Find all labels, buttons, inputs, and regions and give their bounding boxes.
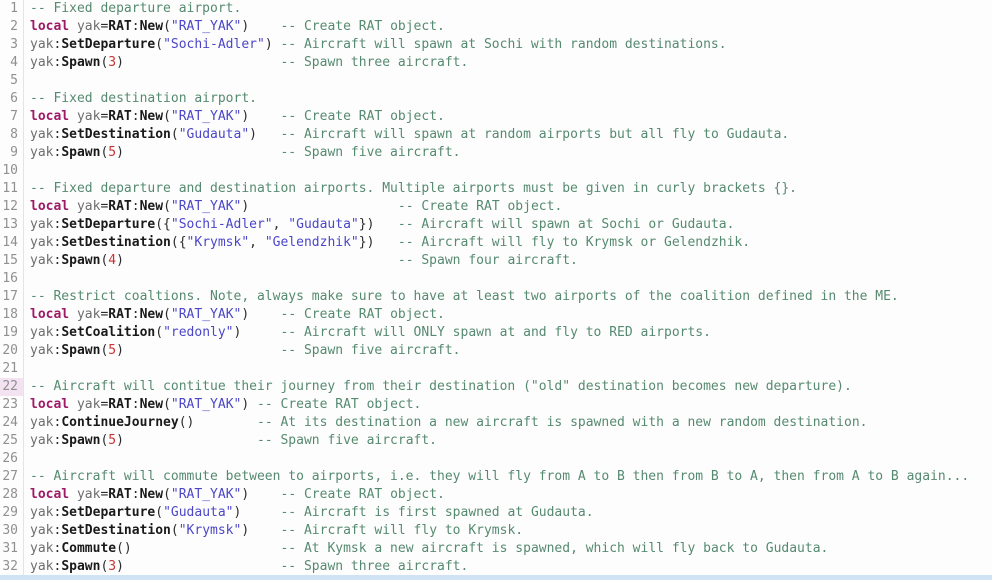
- token-pl: =: [100, 109, 109, 124]
- token-fn: Spawn: [61, 343, 101, 358]
- token-pl: [374, 217, 397, 232]
- token-nu: 5: [108, 433, 117, 448]
- line-number: 8: [0, 126, 24, 144]
- token-cm: -- Spawn five aircraft.: [280, 343, 461, 358]
- token-cl: RAT: [108, 109, 132, 124]
- token-pl: ): [249, 127, 257, 142]
- token-pl: [374, 235, 397, 250]
- code-line: [0, 18, 992, 36]
- token-pl: [69, 199, 77, 214]
- token-fn: SetDestination: [61, 235, 171, 250]
- code-text: [24, 540, 828, 558]
- code-text: [24, 144, 461, 162]
- token-pl: (: [100, 145, 109, 160]
- token-pl: ): [116, 559, 124, 574]
- code-line: [0, 234, 992, 252]
- line-number: 25: [0, 432, 24, 450]
- token-pl: (: [155, 505, 164, 520]
- token-st: "Gudauta": [178, 127, 250, 142]
- token-pl: [124, 55, 281, 70]
- line-number: 14: [0, 234, 24, 252]
- token-pl: :: [53, 55, 62, 70]
- code-text: [24, 396, 421, 414]
- code-text: [24, 504, 594, 522]
- token-pl: =: [100, 487, 109, 502]
- token-cm: -- Aircraft will ONLY spawn at and fly to RED airports.: [280, 325, 711, 340]
- code-line: [0, 486, 992, 504]
- token-st: "RAT_YAK": [170, 109, 242, 124]
- token-cl: RAT: [108, 397, 132, 412]
- line-number: 11: [0, 180, 24, 198]
- token-id: yak: [76, 109, 101, 124]
- line-number-highlighted: 22: [0, 378, 24, 396]
- token-kw: local: [30, 109, 70, 124]
- token-id: yak: [76, 397, 101, 412]
- token-pl: :: [53, 541, 62, 556]
- token-nu: 3: [108, 55, 117, 70]
- code-text: [24, 288, 899, 306]
- token-pl: :: [53, 433, 62, 448]
- token-fn: New: [139, 487, 164, 502]
- token-fn: Spawn: [61, 145, 101, 160]
- token-pl: :: [131, 109, 140, 124]
- line-number: 7: [0, 108, 24, 126]
- token-st: "Sochi-Adler": [170, 217, 273, 232]
- token-pl: (: [100, 433, 109, 448]
- line-number: 13: [0, 216, 24, 234]
- token-pl: (: [170, 523, 179, 538]
- token-pl: ): [116, 343, 124, 358]
- token-pl: [249, 487, 280, 502]
- token-pl: ): [116, 55, 124, 70]
- token-cm: -- Spawn five aircraft.: [280, 145, 461, 160]
- code-line: [0, 522, 992, 540]
- token-id: yak: [30, 145, 54, 160]
- token-cm: -- Spawn five aircraft.: [257, 433, 438, 448]
- line-number: 31: [0, 540, 24, 558]
- token-cm: -- Aircraft will contitue their journey from their destination ("old" destination becomes new departure).: [30, 379, 852, 394]
- token-pl: [194, 415, 257, 430]
- token-st: "redonly": [163, 325, 234, 340]
- token-pl: =: [100, 307, 109, 322]
- line-number: 20: [0, 342, 24, 360]
- code-line: [0, 54, 992, 72]
- code-text: [24, 360, 30, 378]
- line-number: 15: [0, 252, 24, 270]
- token-pl: (: [155, 37, 164, 52]
- code-line: [0, 144, 992, 162]
- token-pl: ): [241, 307, 250, 322]
- token-kw: local: [30, 397, 70, 412]
- code-text: [24, 270, 30, 288]
- token-cm: -- Aircraft will fly to Krymsk or Gelendzhik.: [397, 235, 751, 250]
- line-number: 1: [0, 0, 24, 18]
- token-cm: -- Aircraft will commute between to airports, i.e. they will fly from A to B then from B to A, then from A to B again...: [30, 469, 970, 484]
- token-cl: RAT: [108, 19, 132, 34]
- code-text: [24, 18, 445, 36]
- token-pl: ): [241, 523, 250, 538]
- token-pl: [249, 523, 280, 538]
- token-id: yak: [30, 127, 54, 142]
- token-pl: :: [53, 505, 62, 520]
- code-text: [24, 162, 30, 180]
- code-text: [24, 324, 711, 342]
- token-cm: -- Fixed destination airport.: [30, 91, 257, 106]
- line-number: 2: [0, 18, 24, 36]
- code-text: [24, 0, 241, 18]
- token-cm: -- Create RAT object.: [280, 487, 445, 502]
- code-text: [24, 252, 578, 270]
- code-line: [0, 306, 992, 324]
- code-text: [24, 450, 30, 468]
- token-id: yak: [30, 55, 54, 70]
- token-pl: (: [163, 109, 171, 124]
- code-line: [0, 72, 992, 90]
- token-pl: (: [163, 19, 171, 34]
- line-number: 32: [0, 558, 24, 576]
- token-pl: :: [53, 145, 62, 160]
- token-pl: [69, 307, 77, 322]
- token-nu: 5: [108, 145, 117, 160]
- line-number: 17: [0, 288, 24, 306]
- code-line: [0, 90, 992, 108]
- token-pl: :: [53, 253, 62, 268]
- code-text: [24, 36, 727, 54]
- line-number: 4: [0, 54, 24, 72]
- token-id: yak: [30, 505, 54, 520]
- code-text: [24, 72, 30, 90]
- line-number: 30: [0, 522, 24, 540]
- code-text: [24, 558, 468, 576]
- code-line: [0, 36, 992, 54]
- token-pl: (: [100, 559, 109, 574]
- code-line: [0, 270, 992, 288]
- token-st: "Krymsk": [178, 523, 242, 538]
- token-pl: (: [163, 397, 171, 412]
- token-pl: [124, 343, 281, 358]
- token-cm: -- Create RAT object.: [397, 199, 563, 214]
- token-fn: SetDeparture: [61, 37, 156, 52]
- code-line: [0, 360, 992, 378]
- token-pl: [249, 307, 280, 322]
- token-kw: local: [30, 307, 70, 322]
- token-pl: [249, 199, 398, 214]
- token-cl: RAT: [108, 199, 132, 214]
- token-cm: -- Spawn three aircraft.: [280, 55, 469, 70]
- token-cl: RAT: [108, 307, 132, 322]
- token-cm: -- Aircraft will spawn at Sochi with random destinations.: [280, 37, 727, 52]
- token-kw: local: [30, 19, 70, 34]
- token-id: yak: [76, 307, 101, 322]
- token-pl: ): [241, 397, 250, 412]
- token-pl: =: [100, 19, 109, 34]
- token-cm: -- At its destination a new aircraft is spawned with a new random destination.: [257, 415, 868, 430]
- token-pl: [124, 433, 257, 448]
- code-text: [24, 108, 445, 126]
- token-cm: -- At Kymsk a new aircraft is spawned, which will fly back to Gudauta.: [280, 541, 829, 556]
- token-cm: -- Spawn four aircraft.: [397, 253, 578, 268]
- token-pl: [69, 397, 77, 412]
- token-st: "RAT_YAK": [170, 397, 242, 412]
- token-pl: [69, 19, 77, 34]
- code-line: [0, 504, 992, 522]
- token-pl: :: [53, 415, 62, 430]
- token-fn: SetDestination: [61, 127, 171, 142]
- token-id: yak: [30, 343, 54, 358]
- token-fn: SetCoalition: [61, 325, 156, 340]
- token-pl: ({: [155, 217, 171, 232]
- line-number: 27: [0, 468, 24, 486]
- horizontal-scrollbar[interactable]: [0, 575, 992, 580]
- token-pl: [249, 109, 280, 124]
- token-fn: New: [139, 307, 164, 322]
- token-pl: :: [53, 37, 62, 52]
- code-text: [24, 432, 437, 450]
- line-number: 10: [0, 162, 24, 180]
- code-line: [0, 342, 992, 360]
- token-st: "Gudauta": [163, 505, 234, 520]
- token-id: yak: [30, 559, 54, 574]
- token-cm: -- Spawn three aircraft.: [280, 559, 469, 574]
- token-kw: local: [30, 199, 70, 214]
- token-pl: (: [100, 253, 109, 268]
- line-number: 12: [0, 198, 24, 216]
- token-st: "Gelendzhik": [264, 235, 359, 250]
- token-pl: [249, 19, 280, 34]
- token-id: yak: [76, 487, 101, 502]
- token-pl: (: [170, 127, 179, 142]
- token-cm: -- Create RAT object.: [257, 397, 422, 412]
- token-pl: :: [53, 343, 62, 358]
- line-number: 18: [0, 306, 24, 324]
- token-pl: ): [233, 325, 242, 340]
- code-text: [24, 378, 852, 396]
- token-cm: -- Create RAT object.: [280, 109, 445, 124]
- token-pl: :: [53, 127, 62, 142]
- token-pl: ): [264, 37, 273, 52]
- token-pl: ): [116, 145, 124, 160]
- code-line: [0, 126, 992, 144]
- token-pl: (: [163, 307, 171, 322]
- token-kw: local: [30, 487, 70, 502]
- token-cm: -- Create RAT object.: [280, 19, 445, 34]
- token-pl: :: [53, 235, 62, 250]
- token-fn: Spawn: [61, 559, 101, 574]
- code-line: [0, 180, 992, 198]
- token-pl: (: [163, 199, 171, 214]
- token-st: "Sochi-Adler": [163, 37, 265, 52]
- code-text: [24, 414, 867, 432]
- token-id: yak: [30, 325, 54, 340]
- token-fn: SetDeparture: [61, 505, 156, 520]
- token-pl: [69, 109, 77, 124]
- token-cm: -- Fixed departure airport.: [30, 1, 242, 16]
- token-st: "RAT_YAK": [170, 19, 242, 34]
- token-pl: (): [178, 415, 195, 430]
- token-pl: }): [358, 235, 375, 250]
- code-line: [0, 216, 992, 234]
- token-cm: -- Aircraft will spawn at random airports but all fly to Gudauta.: [280, 127, 790, 142]
- token-pl: (: [163, 487, 171, 502]
- token-pl: :: [53, 559, 62, 574]
- line-number: 3: [0, 36, 24, 54]
- code-text: [24, 234, 750, 252]
- token-pl: =: [100, 199, 109, 214]
- token-pl: [132, 541, 281, 556]
- code-line: [0, 432, 992, 450]
- token-fn: New: [139, 109, 164, 124]
- token-nu: 5: [108, 343, 117, 358]
- token-pl: [241, 505, 280, 520]
- code-line: [0, 162, 992, 180]
- code-text: [24, 468, 969, 486]
- token-cm: -- Aircraft will fly to Krymsk.: [280, 523, 524, 538]
- token-fn: Spawn: [61, 55, 101, 70]
- token-pl: ): [233, 505, 242, 520]
- token-pl: (: [100, 343, 109, 358]
- token-st: "Gudauta": [288, 217, 359, 232]
- token-pl: :: [53, 325, 62, 340]
- line-number: 5: [0, 72, 24, 90]
- token-pl: }): [358, 217, 375, 232]
- token-cl: RAT: [108, 487, 132, 502]
- line-number: 16: [0, 270, 24, 288]
- code-line: [0, 108, 992, 126]
- token-pl: :: [131, 397, 140, 412]
- token-id: yak: [30, 217, 54, 232]
- token-st: "Krymsk": [186, 235, 250, 250]
- code-text: [24, 198, 562, 216]
- line-number: 21: [0, 360, 24, 378]
- code-line: [0, 252, 992, 270]
- code-text: [24, 216, 734, 234]
- token-fn: SetDestination: [61, 523, 171, 538]
- token-pl: ): [241, 109, 250, 124]
- code-line: [0, 540, 992, 558]
- token-id: yak: [76, 19, 101, 34]
- code-text: [24, 180, 797, 198]
- token-fn: ContinueJourney: [61, 415, 179, 430]
- token-fn: SetDeparture: [61, 217, 156, 232]
- code-line: [0, 450, 992, 468]
- code-text: [24, 486, 445, 504]
- token-pl: ,: [272, 217, 289, 232]
- code-line: [0, 558, 992, 576]
- token-id: yak: [30, 415, 54, 430]
- line-number: 24: [0, 414, 24, 432]
- code-text: [24, 306, 445, 324]
- token-pl: [124, 559, 281, 574]
- token-pl: [249, 397, 257, 412]
- code-line: [0, 0, 992, 18]
- token-pl: ({: [170, 235, 187, 250]
- line-number: 29: [0, 504, 24, 522]
- token-pl: ): [241, 199, 250, 214]
- line-number: 19: [0, 324, 24, 342]
- token-id: yak: [76, 199, 101, 214]
- token-pl: :: [131, 199, 140, 214]
- token-pl: ): [116, 253, 124, 268]
- token-pl: (: [100, 55, 109, 70]
- token-pl: :: [53, 523, 62, 538]
- token-pl: ,: [249, 235, 265, 250]
- token-pl: [124, 253, 398, 268]
- code-line: [0, 396, 992, 414]
- code-text: [24, 126, 789, 144]
- token-id: yak: [30, 541, 54, 556]
- token-pl: :: [131, 487, 140, 502]
- token-cm: -- Aircraft will spawn at Sochi or Gudauta.: [397, 217, 735, 232]
- token-fn: Spawn: [61, 433, 101, 448]
- code-text: [24, 342, 461, 360]
- token-pl: :: [131, 19, 140, 34]
- line-number: 28: [0, 486, 24, 504]
- token-nu: 3: [108, 559, 117, 574]
- token-fn: New: [139, 397, 164, 412]
- line-number: 23: [0, 396, 24, 414]
- code-text: [24, 522, 523, 540]
- token-pl: [241, 325, 280, 340]
- token-st: "RAT_YAK": [170, 487, 242, 502]
- token-pl: (: [155, 325, 164, 340]
- token-pl: [257, 127, 280, 142]
- token-fn: Spawn: [61, 253, 101, 268]
- token-id: yak: [30, 235, 54, 250]
- token-id: yak: [30, 433, 54, 448]
- token-id: yak: [30, 253, 54, 268]
- code-text: [24, 54, 468, 72]
- token-pl: [124, 145, 281, 160]
- code-line: [0, 468, 992, 486]
- code-text: [24, 90, 257, 108]
- token-fn: New: [139, 19, 164, 34]
- line-number: 9: [0, 144, 24, 162]
- token-pl: =: [100, 397, 109, 412]
- token-fn: New: [139, 199, 164, 214]
- token-id: yak: [30, 523, 54, 538]
- token-st: "RAT_YAK": [170, 199, 242, 214]
- token-pl: ): [116, 433, 124, 448]
- token-pl: ): [241, 487, 250, 502]
- code-line: [0, 378, 992, 396]
- token-cm: -- Create RAT object.: [280, 307, 445, 322]
- token-fn: Commute: [61, 541, 117, 556]
- token-pl: (): [116, 541, 132, 556]
- token-cm: -- Restrict coaltions. Note, always make sure to have at least two airports of the coalition defined in the ME.: [30, 289, 899, 304]
- token-pl: :: [53, 217, 62, 232]
- token-cm: -- Aircraft is first spawned at Gudauta.: [280, 505, 594, 520]
- code-line: [0, 288, 992, 306]
- line-number: 6: [0, 90, 24, 108]
- code-line: [0, 198, 992, 216]
- token-cm: -- Fixed departure and destination airports. Multiple airports must be given in curly brackets {}.: [30, 181, 798, 196]
- code-line: [0, 324, 992, 342]
- line-number: 26: [0, 450, 24, 468]
- token-pl: :: [131, 307, 140, 322]
- token-pl: ): [241, 19, 250, 34]
- token-st: "RAT_YAK": [170, 307, 242, 322]
- token-nu: 4: [108, 253, 117, 268]
- code-line: [0, 414, 992, 432]
- token-id: yak: [30, 37, 54, 52]
- token-pl: [69, 487, 77, 502]
